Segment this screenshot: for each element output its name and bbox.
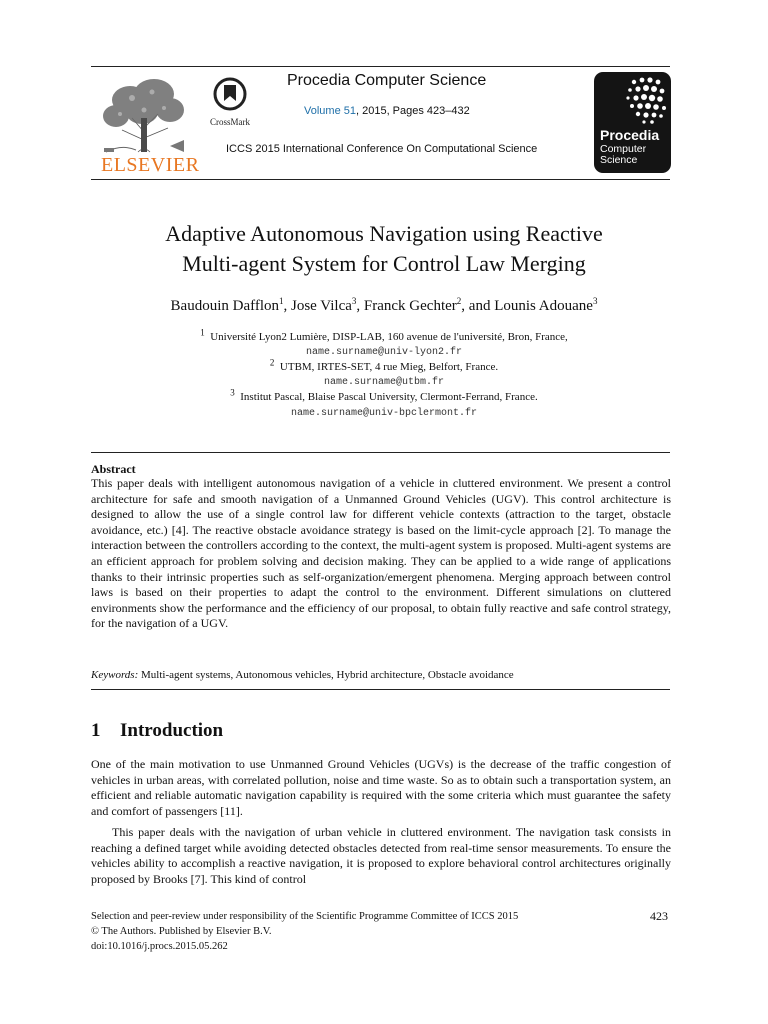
affiliation-number: 1 bbox=[200, 327, 205, 338]
title-line: Multi-agent System for Control Law Merging bbox=[182, 251, 586, 276]
affiliation-email[interactable]: name.surname@univ-lyon2.fr bbox=[305, 347, 463, 358]
crossmark-label: CrossMark bbox=[210, 117, 250, 127]
header-top-rule bbox=[91, 66, 670, 67]
body-paragraph: One of the main motivation to use Unmanned Ground Vehicles (UGVs) is the decrease of the traffic congestion of vehicles in urban areas, with correlated pollution, noise and time waste. So as to obtain such a transportation system, an efficient and reliable automatic navigation capability is required with the some criteria which must guarantee the safety and comfort of passengers [11]. bbox=[91, 757, 671, 818]
author-separator: , bbox=[283, 298, 291, 314]
affiliation bbox=[84, 327, 684, 343]
volume-link[interactable]: Volume 51 bbox=[304, 105, 356, 117]
badge-subtitle: Computer Science bbox=[600, 143, 647, 166]
author-separator: , bbox=[356, 298, 364, 314]
procedia-badge bbox=[594, 72, 671, 173]
paper-title bbox=[84, 219, 684, 279]
conference-name: ICCS 2015 International Conference On Computational Science bbox=[226, 143, 538, 155]
affiliation-text: Institut Pascal, Blaise Pascal University, Clermont-Ferrand, France. bbox=[240, 391, 538, 403]
volume-line bbox=[304, 105, 470, 117]
author-affiliation-mark: 1 bbox=[279, 296, 284, 306]
affiliation-text: UTBM, IRTES-SET, 4 rue Mieg, Belfort, France. bbox=[279, 361, 499, 373]
author-affiliation-mark: 3 bbox=[351, 296, 357, 306]
volume-details: , 2015, Pages 423–432 bbox=[355, 105, 470, 117]
author-list bbox=[84, 298, 684, 315]
elsevier-wordmark: ELSEVIER bbox=[101, 154, 200, 176]
keywords bbox=[91, 669, 671, 681]
journal-name: Procedia Computer Science bbox=[287, 72, 487, 89]
footer-notes bbox=[91, 909, 631, 954]
affiliation-number: 3 bbox=[230, 387, 235, 398]
page-number: 423 bbox=[650, 909, 668, 923]
title-line: Adaptive Autonomous Navigation using Reactive bbox=[165, 221, 603, 246]
author-separator: , and bbox=[461, 298, 495, 314]
doi-link[interactable]: doi:10.1016/j.procs.2015.05.262 bbox=[91, 941, 228, 952]
section-title: Introduction bbox=[120, 720, 224, 741]
affiliation-number: 2 bbox=[269, 357, 275, 368]
affiliation-text: Université Lyon2 Lumière, DISP-LAB, 160 avenue de l'université, Bron, France, bbox=[210, 331, 568, 343]
author-affiliation-mark: 2 bbox=[456, 296, 462, 306]
abstract-text: This paper deals with intelligent autonomous navigation of a vehicle in cluttered environment. We present a control architecture for safe and smooth navigation of a Unmanned Ground Vehicles (UGV). This control architecture is designed to allow the use of a single control law for different vehicle contexts (attraction to the target, obstacle avoidance, etc.) [4]. The reactive obstacle avoidance strategy is based on the limit-cycle approach [2]. To manage the interaction between the controllers according to the context, the multi-agent system is proposed. Multi-agent systems are an efficient approach for problem solving and decision making. They can be applied to a wide range of applications thanks to their intrinsic properties such as self-organization/emergent phenomena. Merging approach between control laws is based on their properties to adapt the control to the environment. Different simulations on cluttered environments show the performance and the efficiency of our proposal, to obtain fully reactive and safe control strategy, for the navigation of a UGV. bbox=[91, 476, 671, 631]
keywords-label: Keywords: bbox=[91, 669, 139, 681]
badge-title: Procedia bbox=[600, 127, 660, 143]
header-bottom-rule bbox=[91, 179, 670, 180]
crossmark-logo[interactable] bbox=[207, 77, 253, 127]
body-paragraph: This paper deals with the navigation of urban vehicle in cluttered environment. The navigation task consists in reaching a defined target while avoiding detected obstacles detected from real-time sensor measurements. To ensure the vehicles ability to accomplish a reactive navigation, it is proposed to explore behavioral control architectures originally proposed by Brooks [7]. This kind of control bbox=[91, 825, 671, 886]
affiliation-email[interactable]: name.surname@utbm.fr bbox=[323, 377, 445, 388]
section-number: 1 bbox=[91, 720, 101, 741]
author-name: Jose Vilca bbox=[291, 298, 352, 314]
author-affiliation-mark: 3 bbox=[592, 296, 598, 306]
author-name: Lounis Adouane bbox=[494, 298, 593, 314]
section-heading bbox=[91, 720, 223, 742]
keywords-text: Multi-agent systems, Autonomous vehicles, Hybrid architecture, Obstacle avoidance bbox=[141, 669, 514, 681]
author-name: Baudouin Dafflon bbox=[170, 298, 279, 314]
affiliation bbox=[84, 357, 684, 373]
abstract-bottom-rule bbox=[91, 689, 670, 690]
affiliation-email[interactable]: name.surname@univ-bpclermont.fr bbox=[290, 408, 478, 419]
dots-pattern-icon bbox=[594, 72, 671, 127]
abstract-heading: Abstract bbox=[91, 462, 136, 476]
abstract-top-rule bbox=[91, 452, 670, 453]
crossmark-icon bbox=[213, 77, 247, 111]
footer-copyright: © The Authors. Published by Elsevier B.V. bbox=[91, 926, 272, 937]
footer-review-line: Selection and peer-review under responsibility of the Scientific Programme Committee of ICCS 2015 bbox=[91, 911, 519, 922]
author-name: Franck Gechter bbox=[363, 298, 457, 314]
affiliation bbox=[84, 387, 684, 403]
